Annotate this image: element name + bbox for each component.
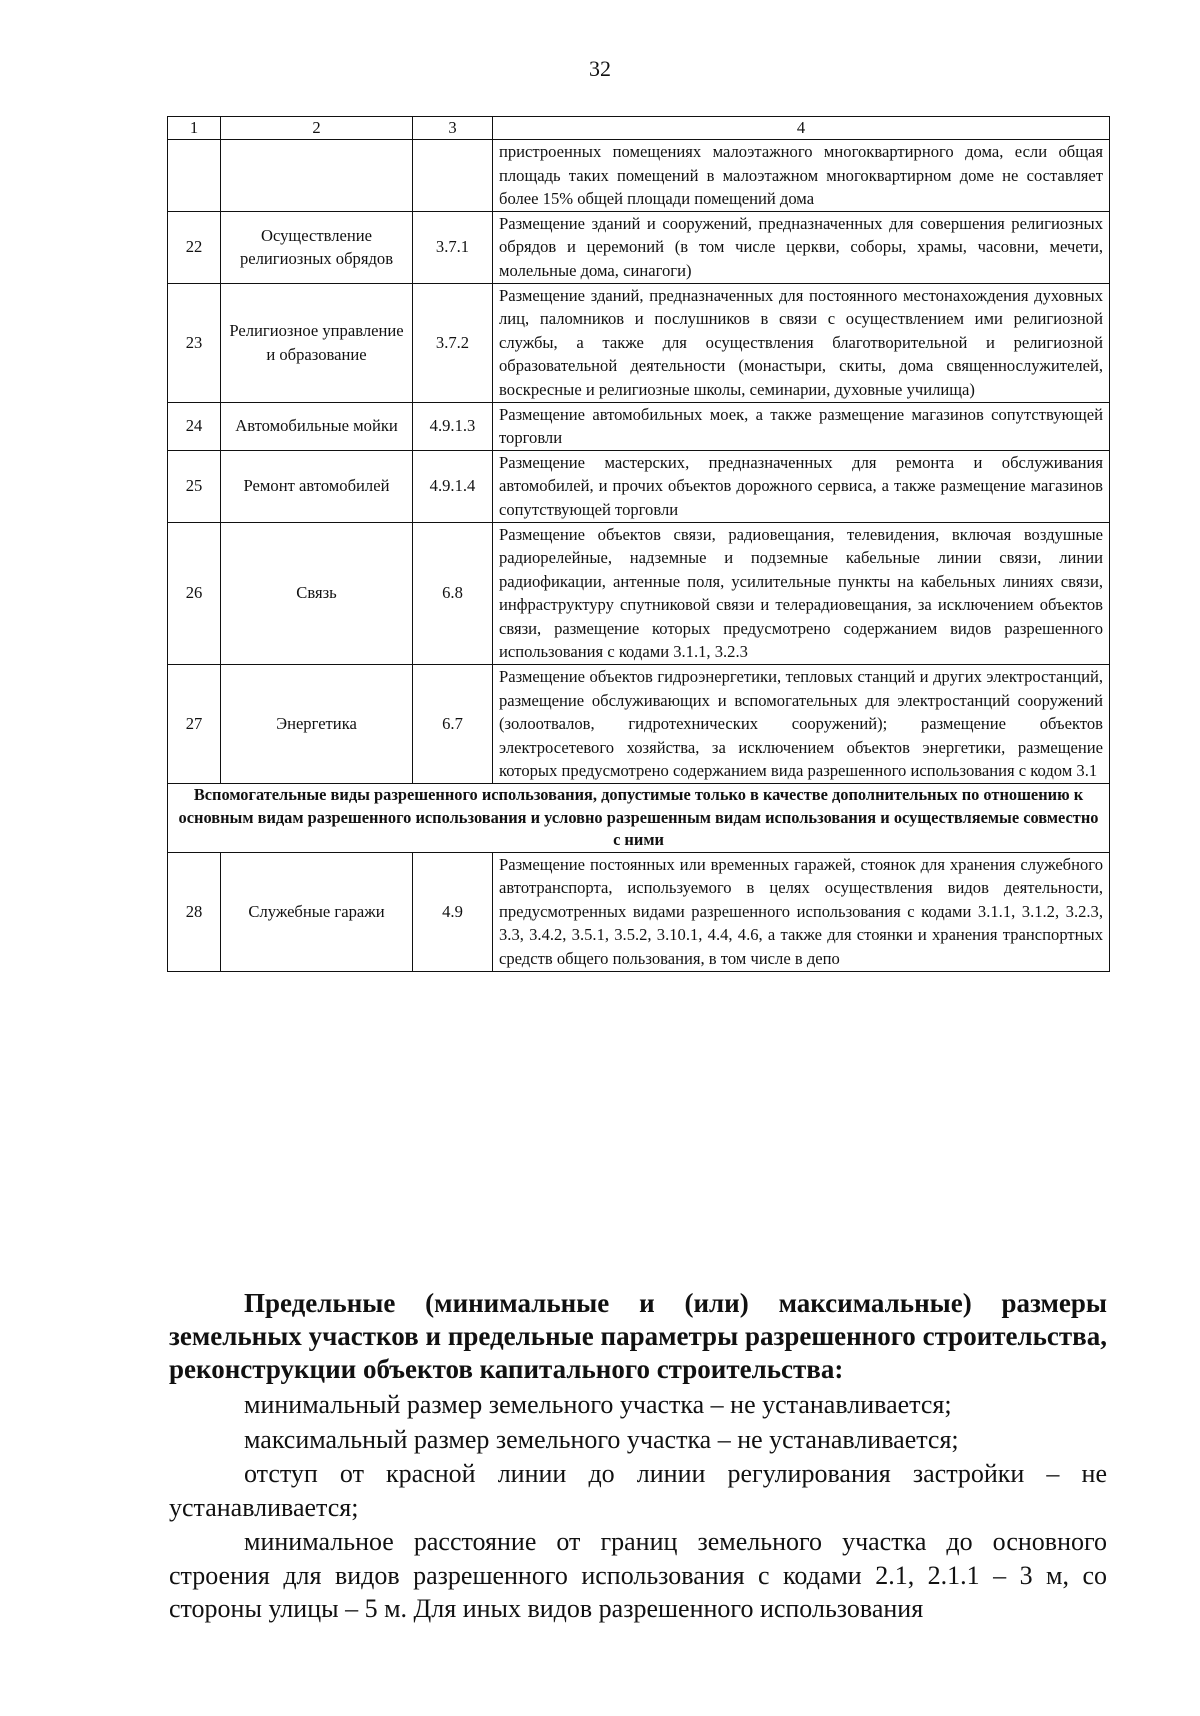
table-row	[168, 852, 1110, 971]
row-description: Размещение мастерских, предназначенных для ремонта и обслуживания автомобилей, и прочих объектов дорожного сервиса, а также размещение магазинов сопутствующей торговли	[493, 450, 1110, 522]
row-code: 4.9	[413, 852, 493, 971]
table-row	[168, 283, 1110, 402]
row-description: Размещение автомобильных моек, а также размещение магазинов сопутствующей торговли	[493, 402, 1110, 450]
section-heading: Вспомогательные виды разрешенного использования, допустимые только в качестве дополнительных по отношению к основным видам разрешенного использования и условно разрешенным видам использования и осуществляемые совместно с ними	[168, 784, 1110, 853]
paragraph-setback: отступ от красной линии до линии регулирования застройки – не устанавливается;	[169, 1459, 1107, 1522]
row-name: Связь	[221, 522, 413, 665]
land-use-table	[167, 116, 1110, 972]
row-number: 26	[168, 522, 221, 665]
row-name: Энергетика	[221, 665, 413, 784]
table-row	[168, 402, 1110, 450]
table-row	[168, 522, 1110, 665]
limits-heading: Предельные (минимальные и (или) максимальные) размеры земельных участков и предельные параметры разрешенного строительства, реконструкции объектов капитального строительства:	[169, 1288, 1107, 1384]
row-description: Размещение объектов связи, радиовещания, телевидения, включая воздушные радиорелейные, надземные и подземные кабельные линии связи, линии радиофикации, антенные поля, усилительные пункты на кабельных линиях связи, инфраструктуру спутниковой связи и телерадиовещания, за исключением объектов связи, размещение которых предусмотрено содержанием видов разрешенного использования с кодами 3.1.1, 3.2.3	[493, 522, 1110, 665]
page-number: 32	[589, 56, 611, 81]
row-description: Размещение постоянных или временных гаражей, стоянок для хранения служебного автотранспорта, используемого в целях осуществления видов деятельности, предусмотренных видами разрешенного использования с кодами 3.1.1, 3.1.2, 3.2.3, 3.3, 3.4.2, 3.5.1, 3.5.2, 3.10.1, 4.4, 4.6, а также для стоянки и хранения транспортных средств общего пользования, в том числе в депо	[493, 852, 1110, 971]
row-description: Размещение зданий и сооружений, предназначенных для совершения религиозных обрядов и церемоний (в том числе церкви, соборы, храмы, часовни, мечети, молельные дома, синагоги)	[493, 211, 1110, 283]
row-code: 4.9.1.3	[413, 402, 493, 450]
row-name: Ремонт автомобилей	[221, 450, 413, 522]
row-name: Служебные гаражи	[221, 852, 413, 971]
paragraph-min-size: минимальный размер земельного участка – не устанавливается;	[244, 1390, 952, 1419]
table-header-row	[168, 117, 1110, 140]
row-description: Размещение объектов гидроэнергетики, тепловых станций и других электростанций, размещение обслуживающих и вспомогательных для электростанций сооружений (золоотвалов, гидротехнических сооружений); размещение объектов электросетевого хозяйства, за исключением объектов энергетики, размещение которых предусмотрено содержанием вида разрешенного использования с кодом 3.1	[493, 665, 1110, 784]
table-row	[168, 450, 1110, 522]
row-number: 28	[168, 852, 221, 971]
row-code: 6.7	[413, 665, 493, 784]
table-row	[168, 211, 1110, 283]
table-row	[168, 665, 1110, 784]
column-header: 3	[413, 117, 493, 140]
row-code: 4.9.1.4	[413, 450, 493, 522]
row-code: 6.8	[413, 522, 493, 665]
table-row-continuation	[168, 140, 1110, 212]
row-number: 23	[168, 283, 221, 402]
table-section-row	[168, 784, 1110, 853]
row-name: Автомобильные мойки	[221, 402, 413, 450]
paragraph-max-size: максимальный размер земельного участка – не устанавливается;	[244, 1425, 959, 1454]
row-name: Религиозное управление и образование	[221, 283, 413, 402]
row-number: 22	[168, 211, 221, 283]
row-description: Размещение зданий, предназначенных для постоянного местонахождения духовных лиц, паломников и послушников в связи с осуществлением ими религиозной службы, а также для осуществления благотворительной и религиозной образовательной деятельности (монастыри, скиты, дома священнослужителей, воскресные и религиозные школы, семинарии, духовные училища)	[493, 283, 1110, 402]
row-number: 25	[168, 450, 221, 522]
row-code: 3.7.1	[413, 211, 493, 283]
row-number: 27	[168, 665, 221, 784]
row-number: 24	[168, 402, 221, 450]
row-name: Осуществление религиозных обрядов	[221, 211, 413, 283]
row-code: 3.7.2	[413, 283, 493, 402]
row-description: пристроенных помещениях малоэтажного многоквартирного дома, если общая площадь таких помещений в малоэтажном многоквартирном доме не составляет более 15% общей площади помещений дома	[493, 140, 1110, 212]
paragraph-min-distance: минимальное расстояние от границ земельного участка до основного строения для видов разрешенного использования с кодами 2.1, 2.1.1 – 3 м, со стороны улицы – 5 м. Для иных видов разрешенного использования	[169, 1527, 1107, 1623]
column-header: 2	[221, 117, 413, 140]
column-header: 4	[493, 117, 1110, 140]
column-header: 1	[168, 117, 221, 140]
